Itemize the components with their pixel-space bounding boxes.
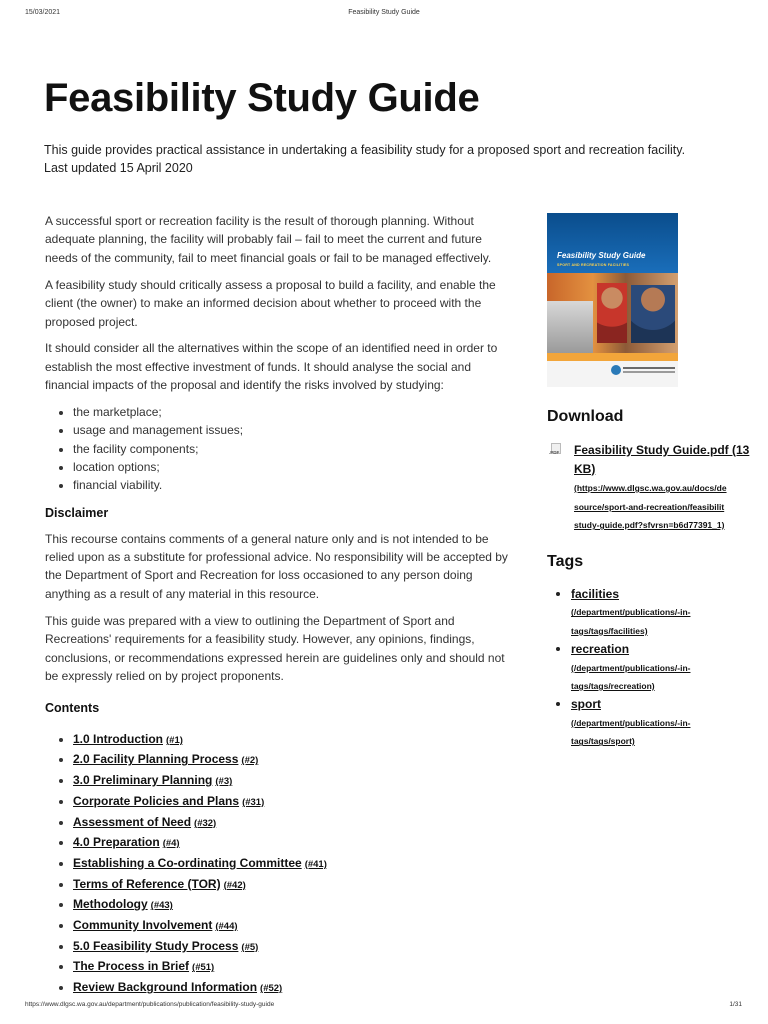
contents-anchor[interactable]: (#43): [150, 900, 173, 912]
contents-item: [73, 730, 515, 751]
sidebar: [547, 213, 768, 751]
contents-anchor[interactable]: (#2): [241, 755, 259, 767]
department-logo-icon: [611, 365, 621, 375]
print-footer: [0, 1001, 768, 1013]
contents-anchor[interactable]: (#5): [241, 941, 259, 953]
tag-url[interactable]: (/department/publications/-in-: [571, 717, 691, 728]
guide-cover-image: [547, 213, 678, 387]
print-title: Feasibility Study Guide: [348, 9, 420, 16]
cover-photo-athlete: [547, 301, 593, 353]
contents-anchor[interactable]: (#42): [223, 879, 246, 891]
tag-link[interactable]: • recreation: [571, 642, 630, 657]
tag-link[interactable]: • facilities: [571, 587, 620, 601]
intro-text: This guide provides practical assistance in undertaking a feasibility study for a proposed sport and recreation facility.: [44, 143, 686, 157]
cover-subtitle: SPORT AND RECREATION FACILITIES: [557, 263, 630, 267]
tag-url[interactable]: tags/tags/recreation): [571, 681, 655, 692]
contents-item: [73, 937, 515, 958]
page-number: 1/31: [729, 1001, 742, 1008]
tag-url[interactable]: tags/tags/sport): [571, 736, 635, 747]
contents-anchor[interactable]: (#31): [242, 796, 265, 808]
contents-link[interactable]: Assessment of Need: [73, 814, 192, 829]
tag-item: [571, 585, 768, 640]
cover-photo-person: [631, 285, 675, 343]
tag-item: [571, 640, 768, 695]
contents-link[interactable]: Corporate Policies and Plans: [73, 793, 240, 808]
list-item: • the marketplace;: [73, 403, 515, 421]
body-paragraph: It should consider all the alternatives within the scope of an identified need in order to establish the most effective investment of funds. It should analyse the social and financial impacts of the proposal and identify the risks involved by studying:: [45, 341, 498, 393]
disclaimer-paragraph: This guide was prepared with a view to outlining the Department of Sport and Recreations' requirements for a feasibility study. However, any opinions, findings, conclusions, or recommendations expressed herein are guidelines only and should not be expressly relied on by project proponents.: [45, 613, 505, 683]
tags-list: [571, 585, 768, 751]
contents-anchor[interactable]: (#32): [194, 817, 217, 829]
contents-item: [73, 978, 515, 999]
contents-anchor[interactable]: (#1): [166, 734, 183, 746]
contents-item: [73, 854, 515, 875]
disclaimer-paragraph: This recourse contains comments of a general nature only and is not intended to be relied upon as a substitute for professional advice. No responsibility will be accepted by the Department of Sport and Recreation for loss occasioned to any person doing anything as a result of any material in this resource.: [45, 531, 508, 601]
contents-link[interactable]: 2.0 Facility Planning Process: [73, 752, 239, 767]
contents-item: [73, 957, 515, 978]
print-date: 15/03/2021: [25, 9, 61, 16]
pdf-icon-label: .PDF: [549, 450, 560, 455]
cover-tagline-band: [547, 353, 678, 361]
contents-link[interactable]: 5.0 Feasibility Study Process: [73, 938, 239, 953]
download-url[interactable]: [574, 479, 768, 535]
contents-item: [73, 916, 515, 937]
tag-url[interactable]: (/department/publications/-in-: [571, 662, 691, 673]
list-item: • the facility components;: [73, 440, 515, 458]
contents-list: [73, 730, 515, 999]
contents-link[interactable]: 3.0 Preliminary Planning: [73, 773, 213, 788]
last-updated: Last updated 15 April 2020: [44, 161, 193, 175]
pdf-file-icon: [549, 443, 563, 457]
contents-link[interactable]: Review Background Information: [73, 980, 258, 995]
contents-anchor[interactable]: (#51): [192, 962, 215, 974]
download-item: [547, 443, 768, 535]
download-link-line: Feasibility Study Guide.pdf (13: [574, 443, 750, 457]
download-url-line: (https://www.dlgsc.wa.gov.au/docs/de: [574, 483, 727, 493]
list-item: • location options;: [73, 458, 515, 476]
disclaimer-heading: Disclaimer: [45, 506, 109, 521]
print-header: [0, 9, 768, 21]
contents-item: [73, 813, 515, 834]
body-paragraph: A feasibility study should critically assess a proposal to build a facility, and enable the client (the owner) to make an informed decision about whether to proceed with the proposed project.: [45, 277, 496, 329]
cover-photo-person: [597, 283, 627, 343]
contents-link[interactable]: Establishing a Co-ordinating Committee: [73, 855, 302, 870]
download-url-line: source/sport-and-recreation/feasibilit: [574, 501, 725, 512]
contents-anchor[interactable]: (#41): [304, 858, 327, 870]
contents-link[interactable]: Terms of Reference (TOR): [73, 876, 221, 891]
contents-link[interactable]: The Process in Brief: [73, 959, 190, 974]
contents-link[interactable]: Community Involvement: [73, 918, 213, 933]
tag-url[interactable]: tags/tags/facilities): [571, 625, 648, 636]
contents-item: [73, 771, 515, 792]
contents-anchor[interactable]: (#4): [162, 838, 180, 850]
contents-anchor[interactable]: (#3): [215, 776, 233, 788]
download-url-line: study-guide.pdf?sfvrsn=b6d77391_1): [574, 520, 725, 531]
contents-item: [73, 750, 515, 771]
print-url: https://www.dlgsc.wa.gov.au/department/publications/publication/feasibility-study-guide: [25, 1001, 275, 1008]
contents-item: [73, 895, 515, 916]
department-logo-text: [623, 367, 675, 369]
cover-title: Feasibility Study Guide: [557, 251, 646, 260]
intro: [44, 141, 724, 177]
download-link-line: KB): [574, 461, 596, 476]
tags-heading: Tags: [547, 553, 584, 570]
tag-link[interactable]: • sport: [571, 697, 601, 712]
contents-link[interactable]: 4.0 Preparation: [73, 835, 160, 850]
contents-anchor[interactable]: (#44): [215, 921, 238, 933]
list-item: • financial viability.: [73, 476, 515, 494]
contents-anchor[interactable]: (#52): [260, 983, 283, 995]
main-content: [45, 212, 515, 999]
contents-item: [73, 875, 515, 896]
page-title: Feasibility Study Guide: [44, 76, 480, 120]
contents-item: [73, 792, 515, 813]
contents-heading: Contents: [45, 701, 100, 716]
body-paragraph: A successful sport or recreation facility is the result of thorough planning. Without adequate planning, the facility will probably fail – fail to meet the current and future needs of the community, fail to meet financial goals or fail to be managed effectively.: [45, 214, 492, 265]
contents-link[interactable]: 1.0 Introduction: [73, 731, 163, 746]
download-heading: Download: [547, 408, 624, 425]
list-item: • usage and management issues;: [73, 421, 515, 439]
tag-item: [571, 695, 768, 750]
download-link[interactable]: [574, 441, 768, 478]
contents-item: [73, 833, 515, 854]
study-areas-list: [73, 403, 515, 494]
tag-url[interactable]: (/department/publications/-in-: [571, 607, 691, 618]
contents-link[interactable]: Methodology: [73, 897, 148, 912]
